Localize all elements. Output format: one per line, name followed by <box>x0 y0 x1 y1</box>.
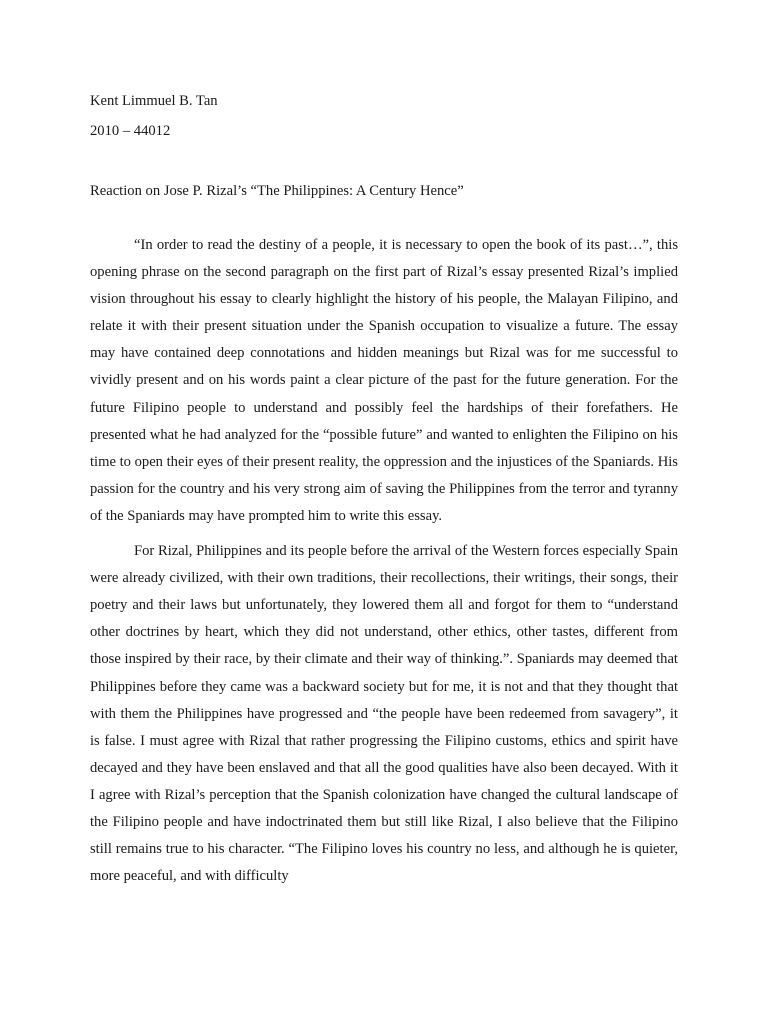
essay-body <box>90 232 678 890</box>
paragraph-1: “In order to read the destiny of a people, it is necessary to open the book of its past…”, this opening phrase on the second paragraph on the first part of Rizal’s essay presented Rizal’s implied vision throughout his essay to clearly highlight the history of his people, the Malayan Filipino, and relate it with their present situation under the Spanish occupation to visualize a future. The essay may have contained deep connotations and hidden meanings but Rizal was for me successful to vividly present and on his words paint a clear picture of the past for the future generation. For the future Filipino people to understand and possibly feel the hardships of their forefathers. He presented what he had analyzed for the “possible future” and wanted to enlighten the Filipino on his time to open their eyes of their present reality, the oppression and the injustices of the Spaniards. His passion for the country and his very strong aim of saving the Philippines from the terror and tyranny of the Spaniards may have prompted him to write this essay. <box>90 237 678 524</box>
paragraph-2: For Rizal, Philippines and its people before the arrival of the Western forces especially Spain were already civilized, with their own traditions, their recollections, their writings, their songs, their poetry and their laws but unfortunately, they lowered them all and forgot for them to “understand other doctrines by heart, which they did not understand, other ethics, other tastes, different from those inspired by their race, by their climate and their way of thinking.”. Spaniards may deemed that Philippines before they came was a backward society but for me, it is not and that they thought that with them the Philippines have progressed and “the people have been redeemed from savagery”, it is false. I must agree with Rizal that rather progressing the Filipino customs, ethics and spirit have decayed and they have been enslaved and that all the good qualities have also been decayed. With it I agree with Rizal’s perception that the Spanish colonization have changed the cultural landscape of the Filipino people and have indoctrinated them but still like Rizal, I also believe that the Filipino still remains true to his character. “The Filipino loves his country no less, and although he is quieter, more peaceful, and with difficulty <box>90 543 678 885</box>
student-id: 2010 – 44012 <box>90 123 171 139</box>
author-name: Kent Limmuel B. Tan <box>90 93 218 109</box>
essay-title: Reaction on Jose P. Rizal’s “The Philippines: A Century Hence” <box>90 183 464 199</box>
